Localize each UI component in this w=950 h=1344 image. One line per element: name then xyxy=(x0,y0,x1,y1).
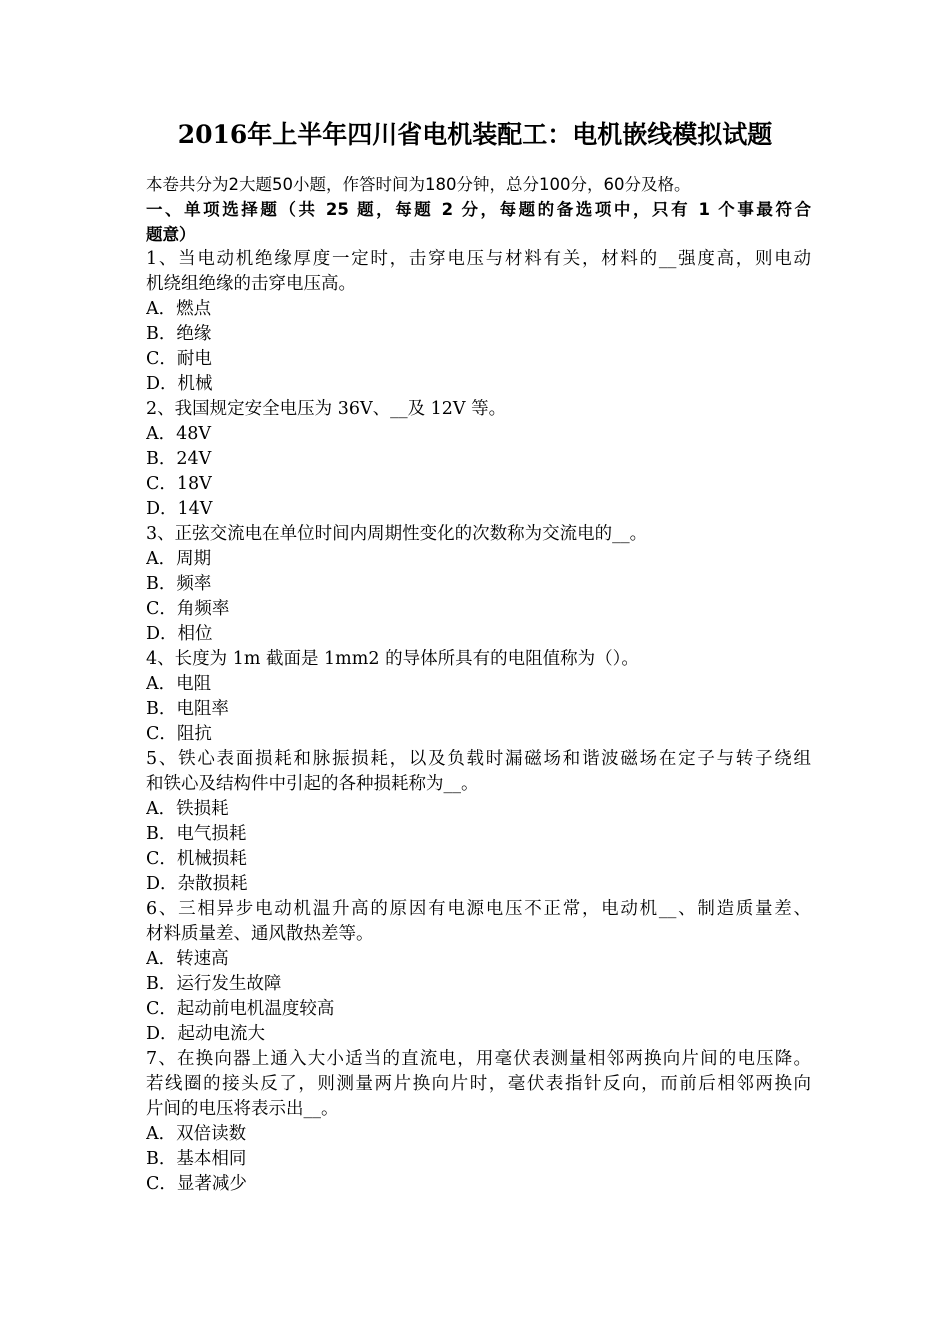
question-3 xyxy=(146,522,811,647)
option-a: A．电阻 xyxy=(146,674,212,694)
option-c: C．显著减少 xyxy=(146,1174,247,1194)
option-b: B．电阻率 xyxy=(146,699,229,719)
question-stem-line: 和铁心及结构件中引起的各种损耗称为__。 xyxy=(146,774,479,794)
question-5 xyxy=(146,747,811,897)
question-stem-line: 5、铁心表面损耗和脉振损耗，以及负载时漏磁场和谐波磁场在定子与转子绕组 xyxy=(146,749,811,769)
option-b: B．运行发生故障 xyxy=(146,974,282,994)
question-stem-line: 机绕组绝缘的击穿电压高。 xyxy=(146,274,356,294)
option-a: A．转速高 xyxy=(146,949,229,969)
exam-intro: 本卷共分为2大题50小题，作答时间为180分钟，总分100分，60分及格。 xyxy=(146,175,691,194)
section-heading-line-1: 一、单项选择题（共 25 题，每题 2 分，每题的备选项中，只有 1 个事最符合 xyxy=(146,200,811,219)
question-stem-line: 片间的电压将表示出__。 xyxy=(146,1099,339,1119)
option-a: A．铁损耗 xyxy=(146,799,229,819)
question-stem-line: 若线圈的接头反了，则测量两片换向片时，毫伏表指针反向，而前后相邻两换向 xyxy=(146,1074,811,1094)
option-d: D．14V xyxy=(146,499,213,519)
option-c: C．角频率 xyxy=(146,599,230,619)
question-6 xyxy=(146,897,811,1047)
option-d: D．杂散损耗 xyxy=(146,874,248,894)
option-c: C．阻抗 xyxy=(146,724,212,744)
option-c: C．起动前电机温度较高 xyxy=(146,999,335,1019)
option-a: A．周期 xyxy=(146,549,212,569)
option-b: B．频率 xyxy=(146,574,212,594)
question-7 xyxy=(146,1047,811,1197)
question-4 xyxy=(146,647,811,747)
section-heading-line-2: 题意） xyxy=(146,225,196,244)
question-stem-line: 3、正弦交流电在单位时间内周期性变化的次数称为交流电的__。 xyxy=(146,524,648,544)
option-a: A．燃点 xyxy=(146,299,212,319)
option-b: B．基本相同 xyxy=(146,1149,247,1169)
option-d: D．相位 xyxy=(146,624,213,644)
option-c: C．耐电 xyxy=(146,349,212,369)
question-stem-line: 2、我国规定安全电压为 36V、__及 12V 等。 xyxy=(146,399,507,419)
document-body xyxy=(146,172,811,1197)
option-a: A．48V xyxy=(146,424,212,444)
question-stem-line: 4、长度为 1m 截面是 1mm2 的导体所具有的电阻值称为（）。 xyxy=(146,649,639,669)
option-b: B．绝缘 xyxy=(146,324,212,344)
option-d: D．起动电流大 xyxy=(146,1024,266,1044)
question-2 xyxy=(146,397,811,522)
question-1 xyxy=(146,247,811,397)
option-b: B．24V xyxy=(146,449,212,469)
option-c: C．机械损耗 xyxy=(146,849,247,869)
option-c: C．18V xyxy=(146,474,212,494)
option-b: B．电气损耗 xyxy=(146,824,247,844)
question-stem-line: 材料质量差、通风散热差等。 xyxy=(146,924,374,944)
question-stem-line: 1、当电动机绝缘厚度一定时，击穿电压与材料有关，材料的__强度高，则电动 xyxy=(146,249,811,269)
document-title: 2016年上半年四川省电机装配工：电机嵌线模拟试题 xyxy=(177,120,773,149)
option-d: D．机械 xyxy=(146,374,213,394)
option-a: A．双倍读数 xyxy=(146,1124,247,1144)
question-stem-line: 7、在换向器上通入大小适当的直流电，用毫伏表测量相邻两换向片间的电压降。 xyxy=(146,1049,811,1069)
question-stem-line: 6、三相异步电动机温升高的原因有电源电压不正常，电动机__、制造质量差、 xyxy=(146,899,811,919)
